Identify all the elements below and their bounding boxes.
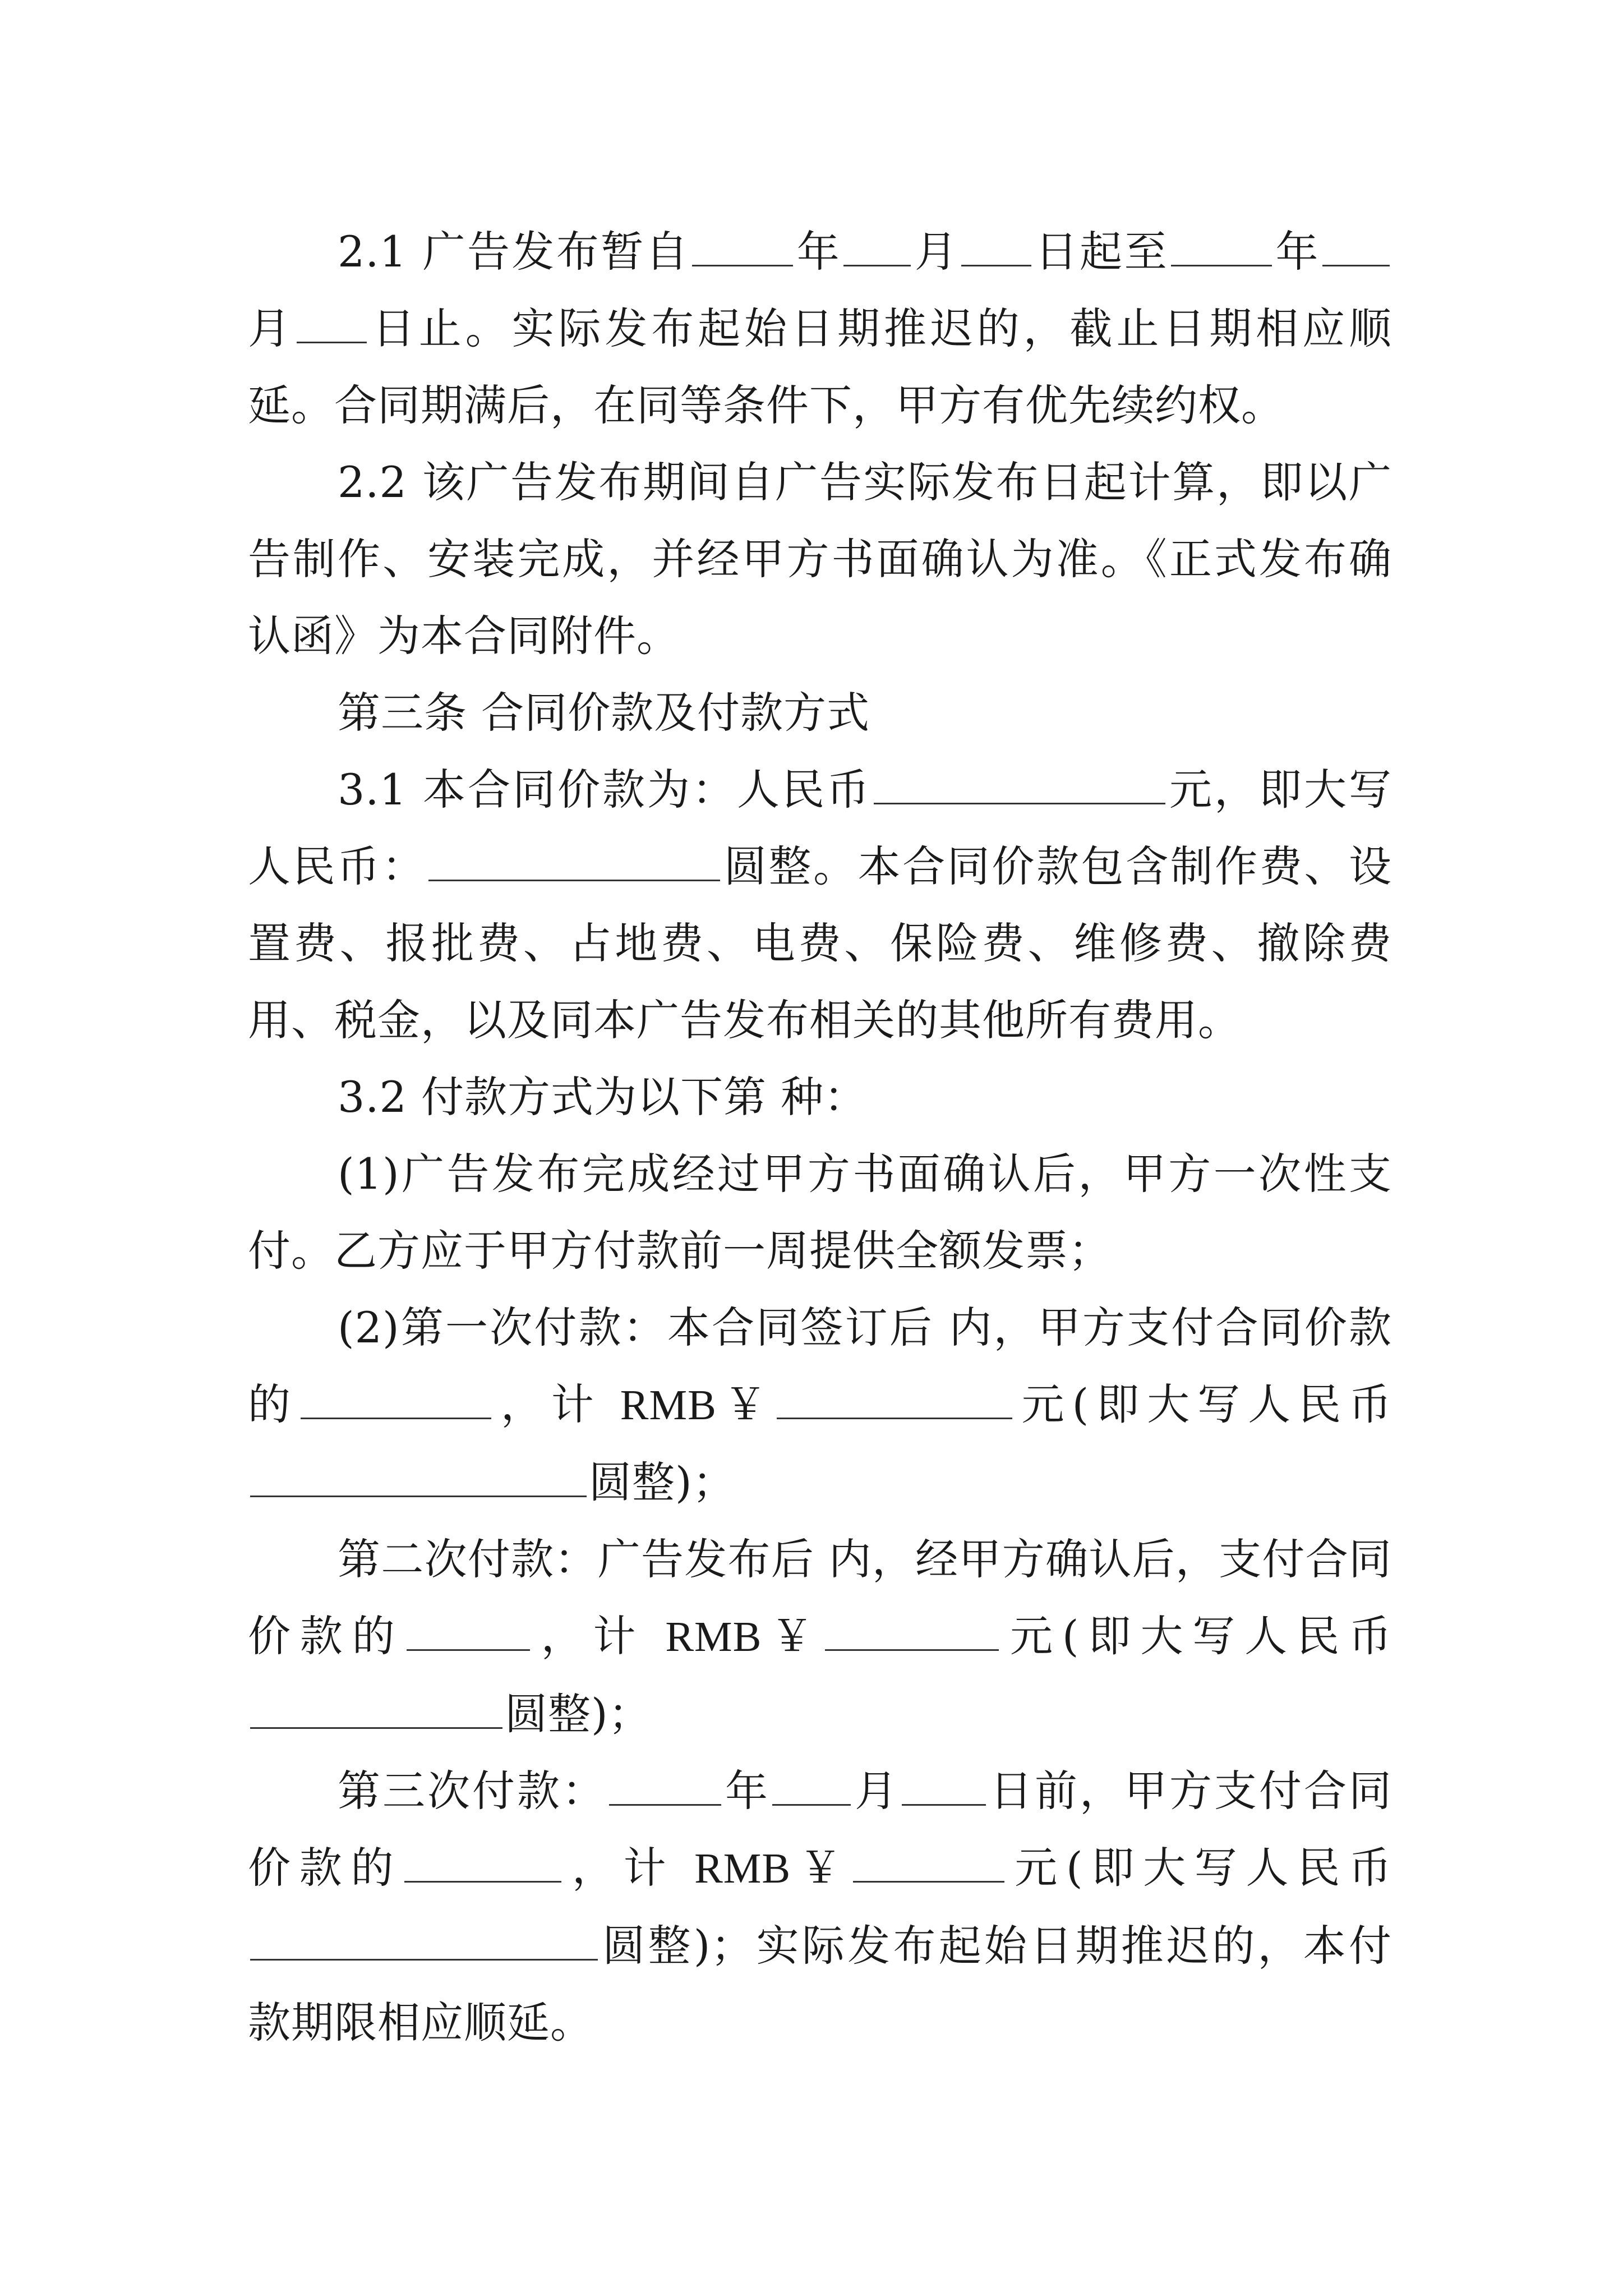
third-payment-text: 第三次付款： [338,1766,607,1816]
payment-option-1: (1)广告发布完成经过甲方书面确认后，甲方一次性支付。乙方应于甲方付款前一周提供全额发票； [248,1149,1392,1276]
blank-start-month [843,228,911,266]
end-month-label: 月 [248,303,294,353]
clause-3-1-middle: 元，即大写人民币： [248,765,1393,891]
blank-third-year [609,1767,721,1806]
blank-second-uppercase [250,1690,502,1729]
third-payment-uppercase-label: 元(即大写人民币 [1006,1843,1392,1893]
clause-2-1-text: 2.1 广告发布暂自 [338,227,690,277]
third-payment-tail: 圆整)；实际发布起始日期推迟的，本付款期限相应顺延。 [248,1921,1392,2047]
payment-second [248,1521,1392,1752]
clause-3-1 [248,751,1392,1059]
blank-end-year [1171,228,1272,266]
second-payment-rmb: ，计 RMB￥ [532,1613,823,1660]
blank-price-uppercase [428,843,720,881]
clause-3-1-text: 3.1 本合同价款为：人民币 [338,765,872,815]
blank-start-day [961,228,1031,266]
first-payment-rmb: ，计 RMB￥ [493,1382,774,1429]
third-month-label: 月 [853,1766,900,1816]
start-year-label: 年 [795,227,842,277]
first-payment-tail: 圆整)； [589,1457,736,1507]
article-3-heading: 第三条 合同价款及付款方式 [338,688,870,738]
end-year-label: 年 [1274,227,1320,277]
blank-third-month [772,1767,851,1806]
clause-2-2: 2.2 该广告发布期间自广告实际发布日起计算，即以广告制作、安装完成，并经甲方书面确认为准。《正式发布确认函》为本合同附件。 [248,457,1392,661]
second-payment-text: 第二次付款：广告发布后 内，经甲方确认后，支付合同价款的 [248,1534,1392,1661]
first-payment-text: (2)第一次付款：本合同签订后 内，甲方支付合同价款的 [248,1303,1392,1429]
clause-3-2: 3.2 付款方式为以下第 种： [338,1072,868,1122]
blank-start-year [692,228,793,266]
blank-third-uppercase [250,1922,598,1961]
blank-second-amount [825,1612,999,1651]
second-payment-uppercase-label: 元(即大写人民币 [1001,1611,1392,1661]
first-payment-uppercase-label: 元(即大写人民币 [1014,1379,1393,1429]
payment-third [248,1752,1392,2061]
blank-first-amount [777,1381,1012,1419]
clause-2-1 [248,213,1392,444]
document-page [248,213,1392,2061]
clause-3-1-tail: 圆整。本合同价款包含制作费、设置费、报批费、占地费、电费、保险费、维修费、撤除费用、税金，以及同本广告发布相关的其他所有费用。 [248,841,1393,1045]
third-payment-middle: 日前，甲方支付合同价款的 [248,1766,1392,1893]
blank-first-uppercase [250,1458,587,1497]
blank-end-month [1322,228,1390,266]
clause-2-1-tail: 日止。实际发布起始日期推迟的，截止日期相应顺延。合同期满后，在同等条件下，甲方有优先续约权。 [248,303,1393,430]
blank-third-day [902,1767,986,1806]
blank-price-amount [874,766,1165,804]
payment-option-2-first [248,1289,1392,1521]
start-day-label: 日起至 [1034,227,1169,277]
blank-third-amount [853,1844,1004,1883]
blank-first-percent [301,1381,491,1419]
blank-end-day [297,305,367,343]
third-year-label: 年 [723,1766,770,1816]
blank-third-percent [404,1844,561,1883]
start-month-label: 月 [913,227,960,277]
second-payment-tail: 圆整)； [505,1689,652,1739]
third-payment-rmb: ，计 RMB￥ [564,1845,851,1892]
blank-second-percent [407,1612,530,1651]
